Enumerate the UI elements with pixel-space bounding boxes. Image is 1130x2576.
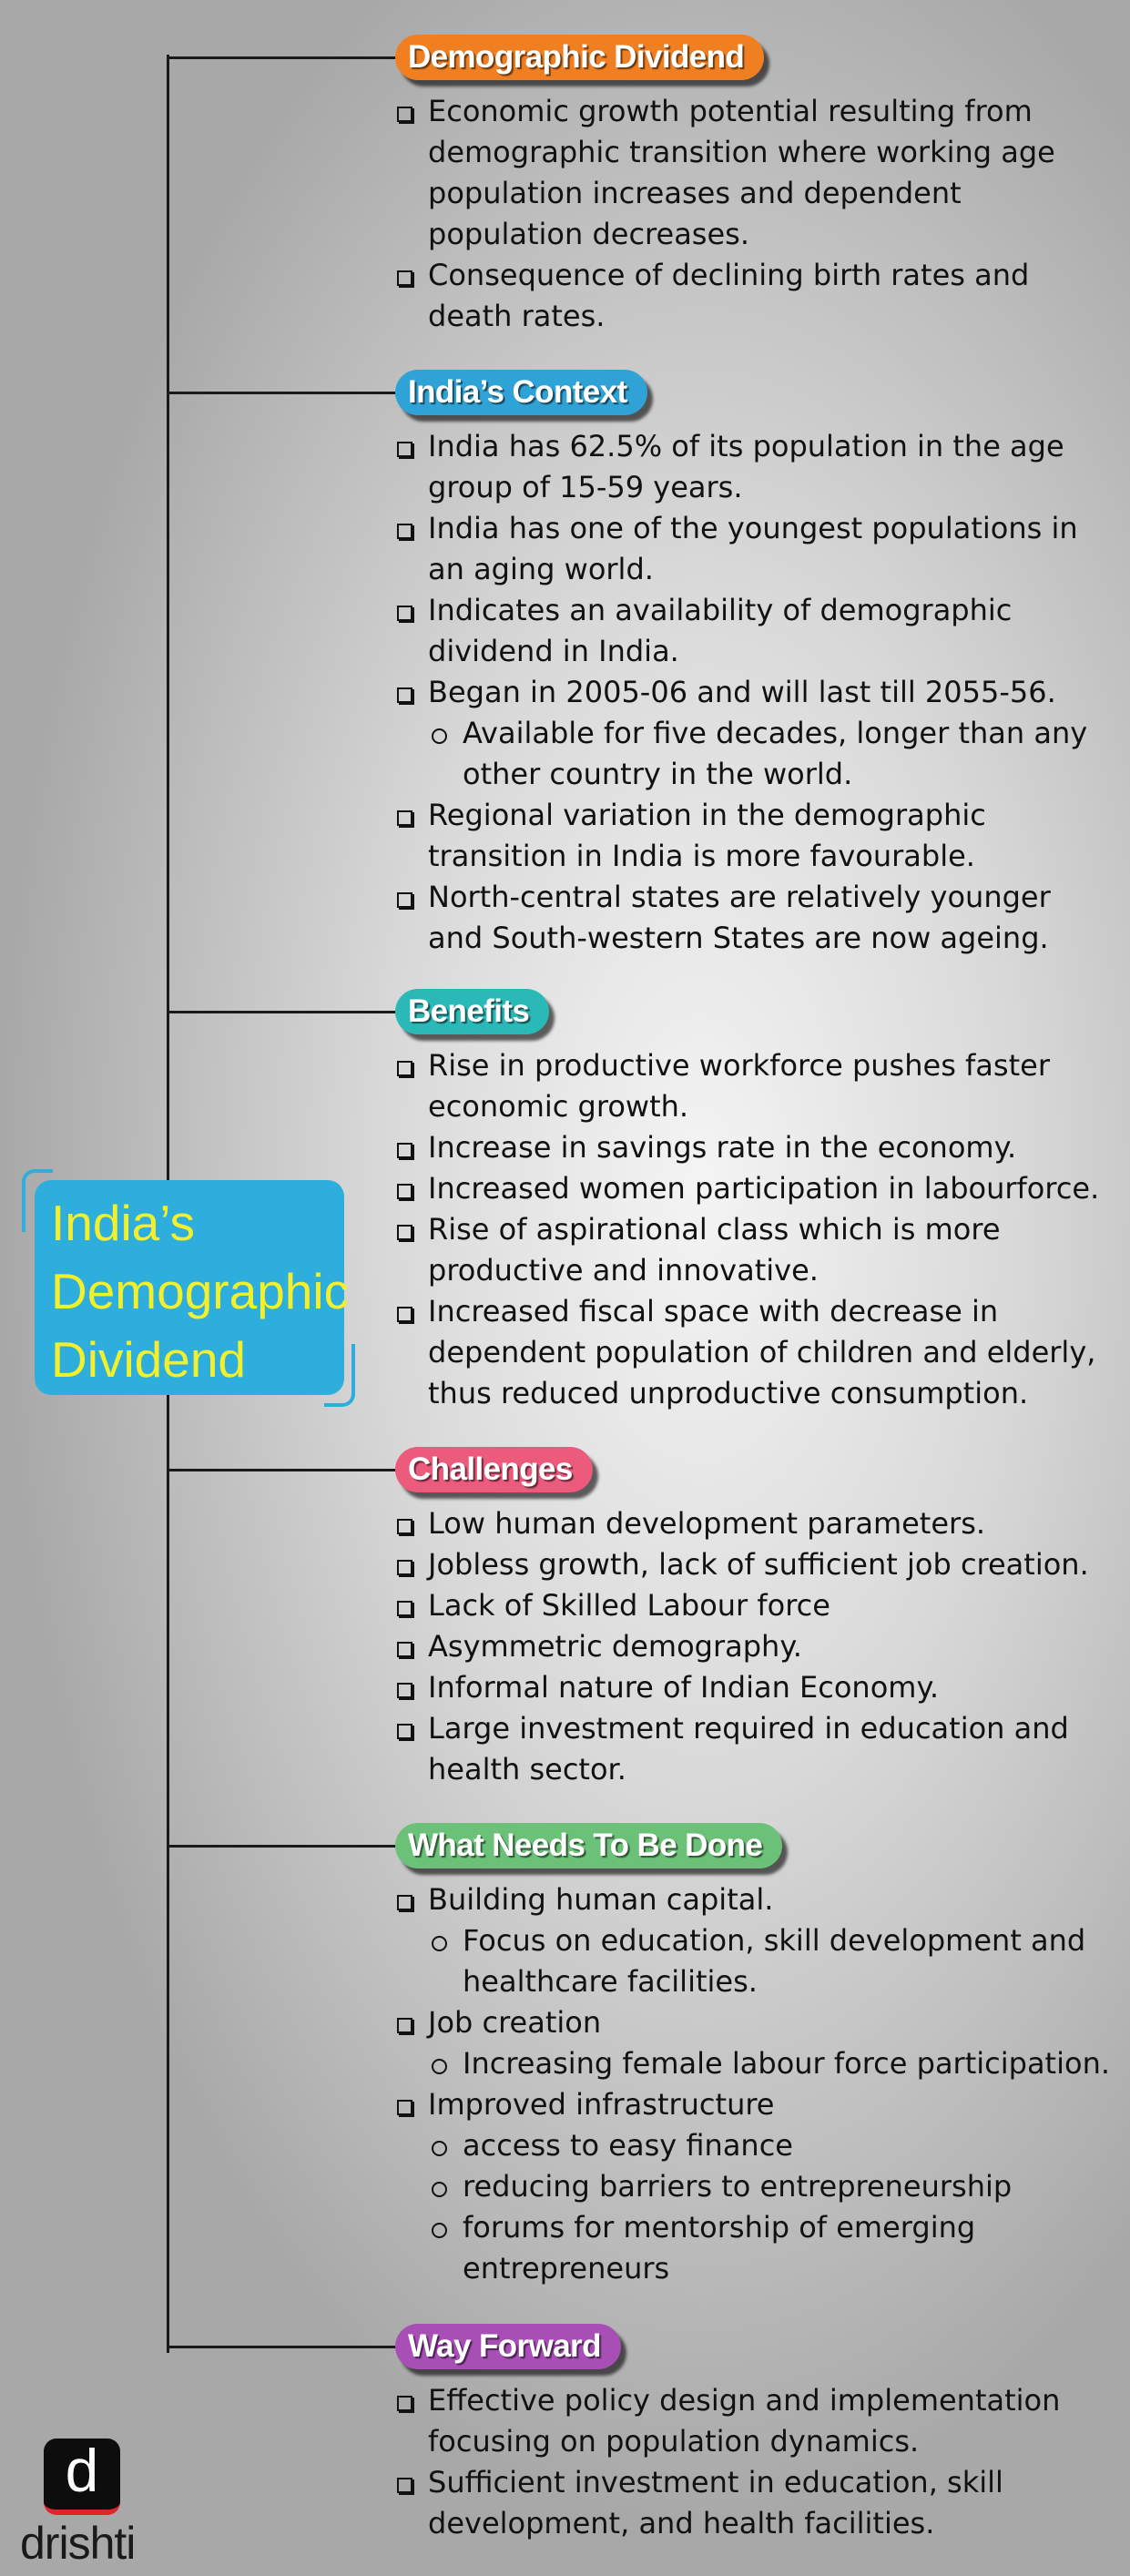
bullet-list [395,1503,1115,1790]
bullet-item [395,672,1115,713]
bullet-item [395,1879,1115,1920]
section-challenges [395,1447,1115,1790]
square-bullet-icon [397,1560,412,1575]
square-bullet-icon [397,1601,412,1616]
bullet-text-line: Rise in productive workforce pushes faster [428,1048,1050,1083]
bullet-text-line: development, and health facilities. [428,2506,935,2540]
bullet-text-line: economic growth. [428,1089,689,1124]
bullet-list [395,426,1115,959]
bullet-text-line: dependent population of children and elderly, [428,1335,1096,1369]
bullet-item [395,1127,1115,1168]
bullet-text-line: other country in the world. [463,757,853,791]
bullet-item [395,1708,1115,1790]
bullet-item [395,1667,1115,1708]
sub-bullet-item [395,2207,1115,2289]
section-what-needs-to-be-done [395,1823,1115,2289]
square-bullet-icon [397,2100,412,2115]
bullet-text-line: thus reduced unproductive consumption. [428,1376,1029,1410]
bullet-item [395,590,1115,672]
bullet-text-line: Indicates an availability of demographic [428,593,1013,627]
bullet-text-line: health sector. [428,1752,626,1787]
bullet-item [395,1045,1115,1127]
square-bullet-icon [397,2396,412,2411]
square-bullet-icon [397,606,412,621]
bullet-text-line: transition in India is more favourable. [428,839,975,873]
bullet-text-line: Increase in savings rate in the economy. [428,1130,1017,1165]
section-benefits [395,989,1115,1414]
central-title-line: India’s [51,1195,195,1251]
circle-bullet-icon [432,728,447,744]
central-topic-box [35,1180,350,1395]
bullet-list [395,1045,1115,1414]
section-title-demographic-dividend: Demographic Dividend [395,35,764,80]
bullet-text-line: demographic transition where working age [428,135,1055,169]
bullet-text-line: healthcare facilities. [463,1964,758,1999]
square-bullet-icon [397,524,412,539]
bullet-item [395,1626,1115,1667]
bullet-text-line: dividend in India. [428,634,679,668]
bullet-text-line: India has 62.5% of its population in the age [428,429,1064,463]
bullet-item [395,795,1115,877]
bullet-item [395,1585,1115,1626]
bullet-text-line: Large investment required in education and [428,1711,1069,1746]
logo-wordmark: drishti [20,2518,136,2569]
circle-bullet-icon [432,2223,447,2238]
section-title-way-forward: Way Forward [395,2324,621,2369]
bullet-text-line: an aging world. [428,552,654,586]
sub-bullet-item [395,713,1115,795]
circle-bullet-icon [432,2059,447,2074]
bullet-item [395,1544,1115,1585]
bullet-text-line: death rates. [428,299,606,333]
section-title-challenges: Challenges [395,1447,593,1492]
logo-glyph: d [65,2437,99,2504]
bullet-text-line: Regional variation in the demographic [428,798,986,832]
bullet-text-line: Job creation [428,2005,602,2040]
bullet-text-line: Rise of aspirational class which is more [428,1212,1001,1247]
bullet-item [395,1209,1115,1291]
square-bullet-icon [397,1307,412,1322]
bullet-text-line: and South-western States are now ageing. [428,921,1049,955]
square-bullet-icon [397,892,412,908]
bullet-item [395,2462,1115,2544]
bullet-text-line: Improved infrastructure [428,2087,775,2122]
section-demographic-dividend [395,35,1115,337]
section-way-forward [395,2324,1115,2544]
circle-bullet-icon [432,1936,447,1951]
circle-bullet-icon [432,2141,447,2156]
connector-india-s-context [167,392,399,394]
bullet-list [395,2380,1115,2544]
square-bullet-icon [397,687,412,703]
connector-challenges [167,1469,399,1471]
bullet-text-line: North-central states are relatively younger [428,880,1051,914]
connector-way-forward [167,2346,399,2348]
bullet-text-line: Available for five decades, longer than any [463,716,1088,750]
square-bullet-icon [397,1724,412,1739]
square-bullet-icon [397,1143,412,1158]
bullet-text-line: Asymmetric demography. [428,1629,802,1664]
connector-demographic-dividend [167,56,399,59]
bullet-item [395,2084,1115,2125]
bullet-text-line: Low human development parameters. [428,1506,986,1541]
bullet-text-line: Increased fiscal space with decrease in [428,1294,999,1329]
square-bullet-icon [397,1061,412,1076]
bullet-item [395,1168,1115,1209]
square-bullet-icon [397,2018,412,2033]
bullet-item [395,877,1115,959]
square-bullet-icon [397,1683,412,1698]
bullet-item [395,1503,1115,1544]
bullet-text-line: group of 15-59 years. [428,470,743,504]
section-title-benefits: Benefits [395,989,549,1034]
square-bullet-icon [397,1642,412,1657]
sub-bullet-item [395,2043,1115,2084]
central-title-line: Dividend [51,1331,247,1388]
circle-bullet-icon [432,2182,447,2197]
bullet-text-line: Increased women participation in labourforce. [428,1171,1100,1206]
sub-bullet-item [395,2166,1115,2207]
connector-benefits [167,1011,399,1013]
bullet-text-line: Jobless growth, lack of sufficient job creation. [428,1547,1089,1582]
bullet-text-line: Increasing female labour force participation. [463,2046,1111,2081]
square-bullet-icon [397,2478,412,2493]
bullet-text-line: Informal nature of Indian Economy. [428,1670,939,1705]
bullet-text-line: Effective policy design and implementation [428,2383,1061,2418]
bullet-text-line: access to easy finance [463,2128,793,2163]
bullet-text-line: reducing barriers to entrepreneurship [463,2169,1013,2204]
square-bullet-icon [397,1225,412,1240]
bullet-text-line: focusing on population dynamics. [428,2424,920,2459]
square-bullet-icon [397,442,412,457]
bullet-text-line: Began in 2005-06 and will last till 2055-56. [428,675,1056,709]
square-bullet-icon [397,810,412,826]
bullet-item [395,1291,1115,1414]
bullet-text-line: Lack of Skilled Labour force [428,1588,830,1623]
bullet-text-line: Consequence of declining birth rates and [428,258,1030,292]
square-bullet-icon [397,1895,412,1910]
bullet-item [395,91,1115,255]
bullet-list [395,91,1115,337]
bullet-text-line: population decreases. [428,217,749,251]
bullet-item [395,2380,1115,2462]
bullet-text-line: Sufficient investment in education, skill [428,2465,1003,2500]
bullet-item [395,508,1115,590]
bullet-text-line: productive and innovative. [428,1253,819,1288]
bullet-text-line: India has one of the youngest populations in [428,511,1078,545]
bullet-text-line: Economic growth potential resulting from [428,94,1033,128]
sub-bullet-item [395,1920,1115,2002]
section-title-what-needs-to-be-done: What Needs To Be Done [395,1823,782,1868]
bullet-item [395,255,1115,337]
bullet-text-line: entrepreneurs [463,2251,670,2286]
bullet-list [395,1879,1115,2289]
drishti-logo-icon [44,2439,120,2515]
section-title-india-s-context: India’s Context [395,370,647,415]
square-bullet-icon [397,1184,412,1199]
bullet-text-line: Building human capital. [428,1882,774,1917]
square-bullet-icon [397,107,412,122]
central-title-line: Demographic [51,1263,350,1319]
bullet-text-line: Focus on education, skill development and [463,1923,1086,1958]
square-bullet-icon [397,270,412,286]
connector-what-needs-to-be-done [167,1845,399,1848]
bullet-item [395,426,1115,508]
sub-bullet-item [395,2125,1115,2166]
square-bullet-icon [397,1519,412,1534]
bullet-item [395,2002,1115,2043]
section-india-s-context [395,370,1115,959]
bullet-text-line: population increases and dependent [428,176,962,210]
bullet-text-line: forums for mentorship of emerging [463,2210,976,2245]
